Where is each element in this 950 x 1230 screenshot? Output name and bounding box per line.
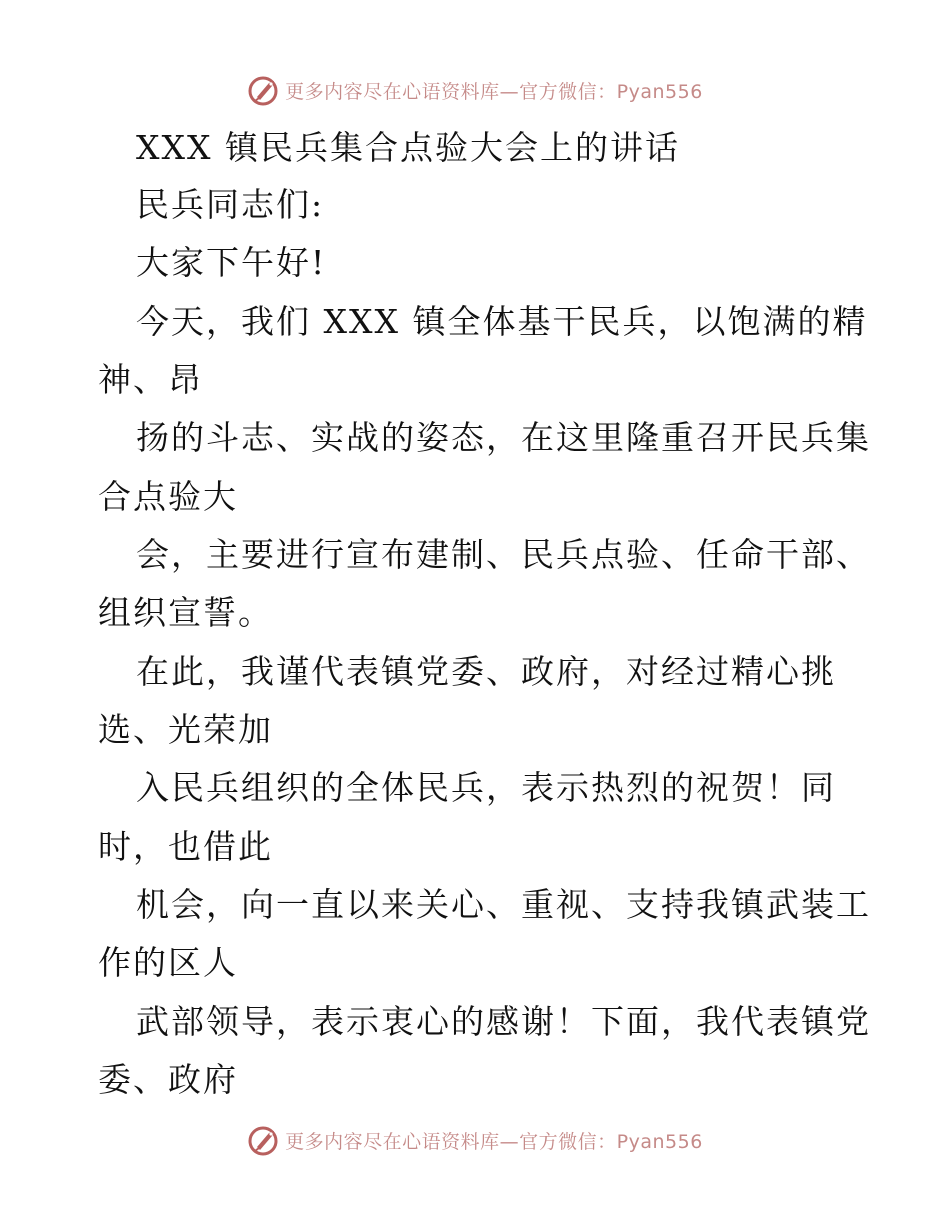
- salutation: 民兵同志们:: [136, 185, 325, 224]
- text-line: 扬的斗志、实战的姿态，在这里隆重召开民兵集: [136, 418, 871, 457]
- text-line: 武部领导，表示衷心的感谢！下面，我代表镇党: [136, 1002, 871, 1041]
- text-line: 委、政府: [98, 1060, 238, 1099]
- text-line: 神、昂: [98, 360, 203, 399]
- text-line: 组织宣誓。: [98, 593, 273, 632]
- greeting: 大家下午好!: [136, 243, 327, 282]
- text-line: 在此，我谨代表镇党委、政府，对经过精心挑: [136, 652, 836, 691]
- text-line: 入民兵组织的全体民兵，表示热烈的祝贺！同: [136, 768, 836, 807]
- text-line: 今天，我们 XXX 镇全体基干民兵，以饱满的精: [136, 302, 868, 341]
- text-line: 时，也借此: [98, 827, 273, 866]
- document-title: XXX 镇民兵集合点验大会上的讲话: [136, 128, 680, 167]
- text-line: 作的区人: [98, 943, 238, 982]
- text-line: 选、光荣加: [98, 710, 273, 749]
- footer-watermark-text: 更多内容尽在心语资料库—官方微信：Pyan556: [285, 1130, 703, 1153]
- text-line: 机会，向一直以来关心、重视、支持我镇武装工: [136, 885, 871, 924]
- header-watermark-text: 更多内容尽在心语资料库—官方微信：Pyan556: [285, 80, 703, 103]
- footer-watermark-banner: [0, 1120, 950, 1160]
- text-line: 会，主要进行宣布建制、民兵点验、任命干部、: [136, 535, 871, 574]
- text-line: 合点验大: [98, 477, 238, 516]
- pen-nib-logo-icon: [247, 1123, 281, 1157]
